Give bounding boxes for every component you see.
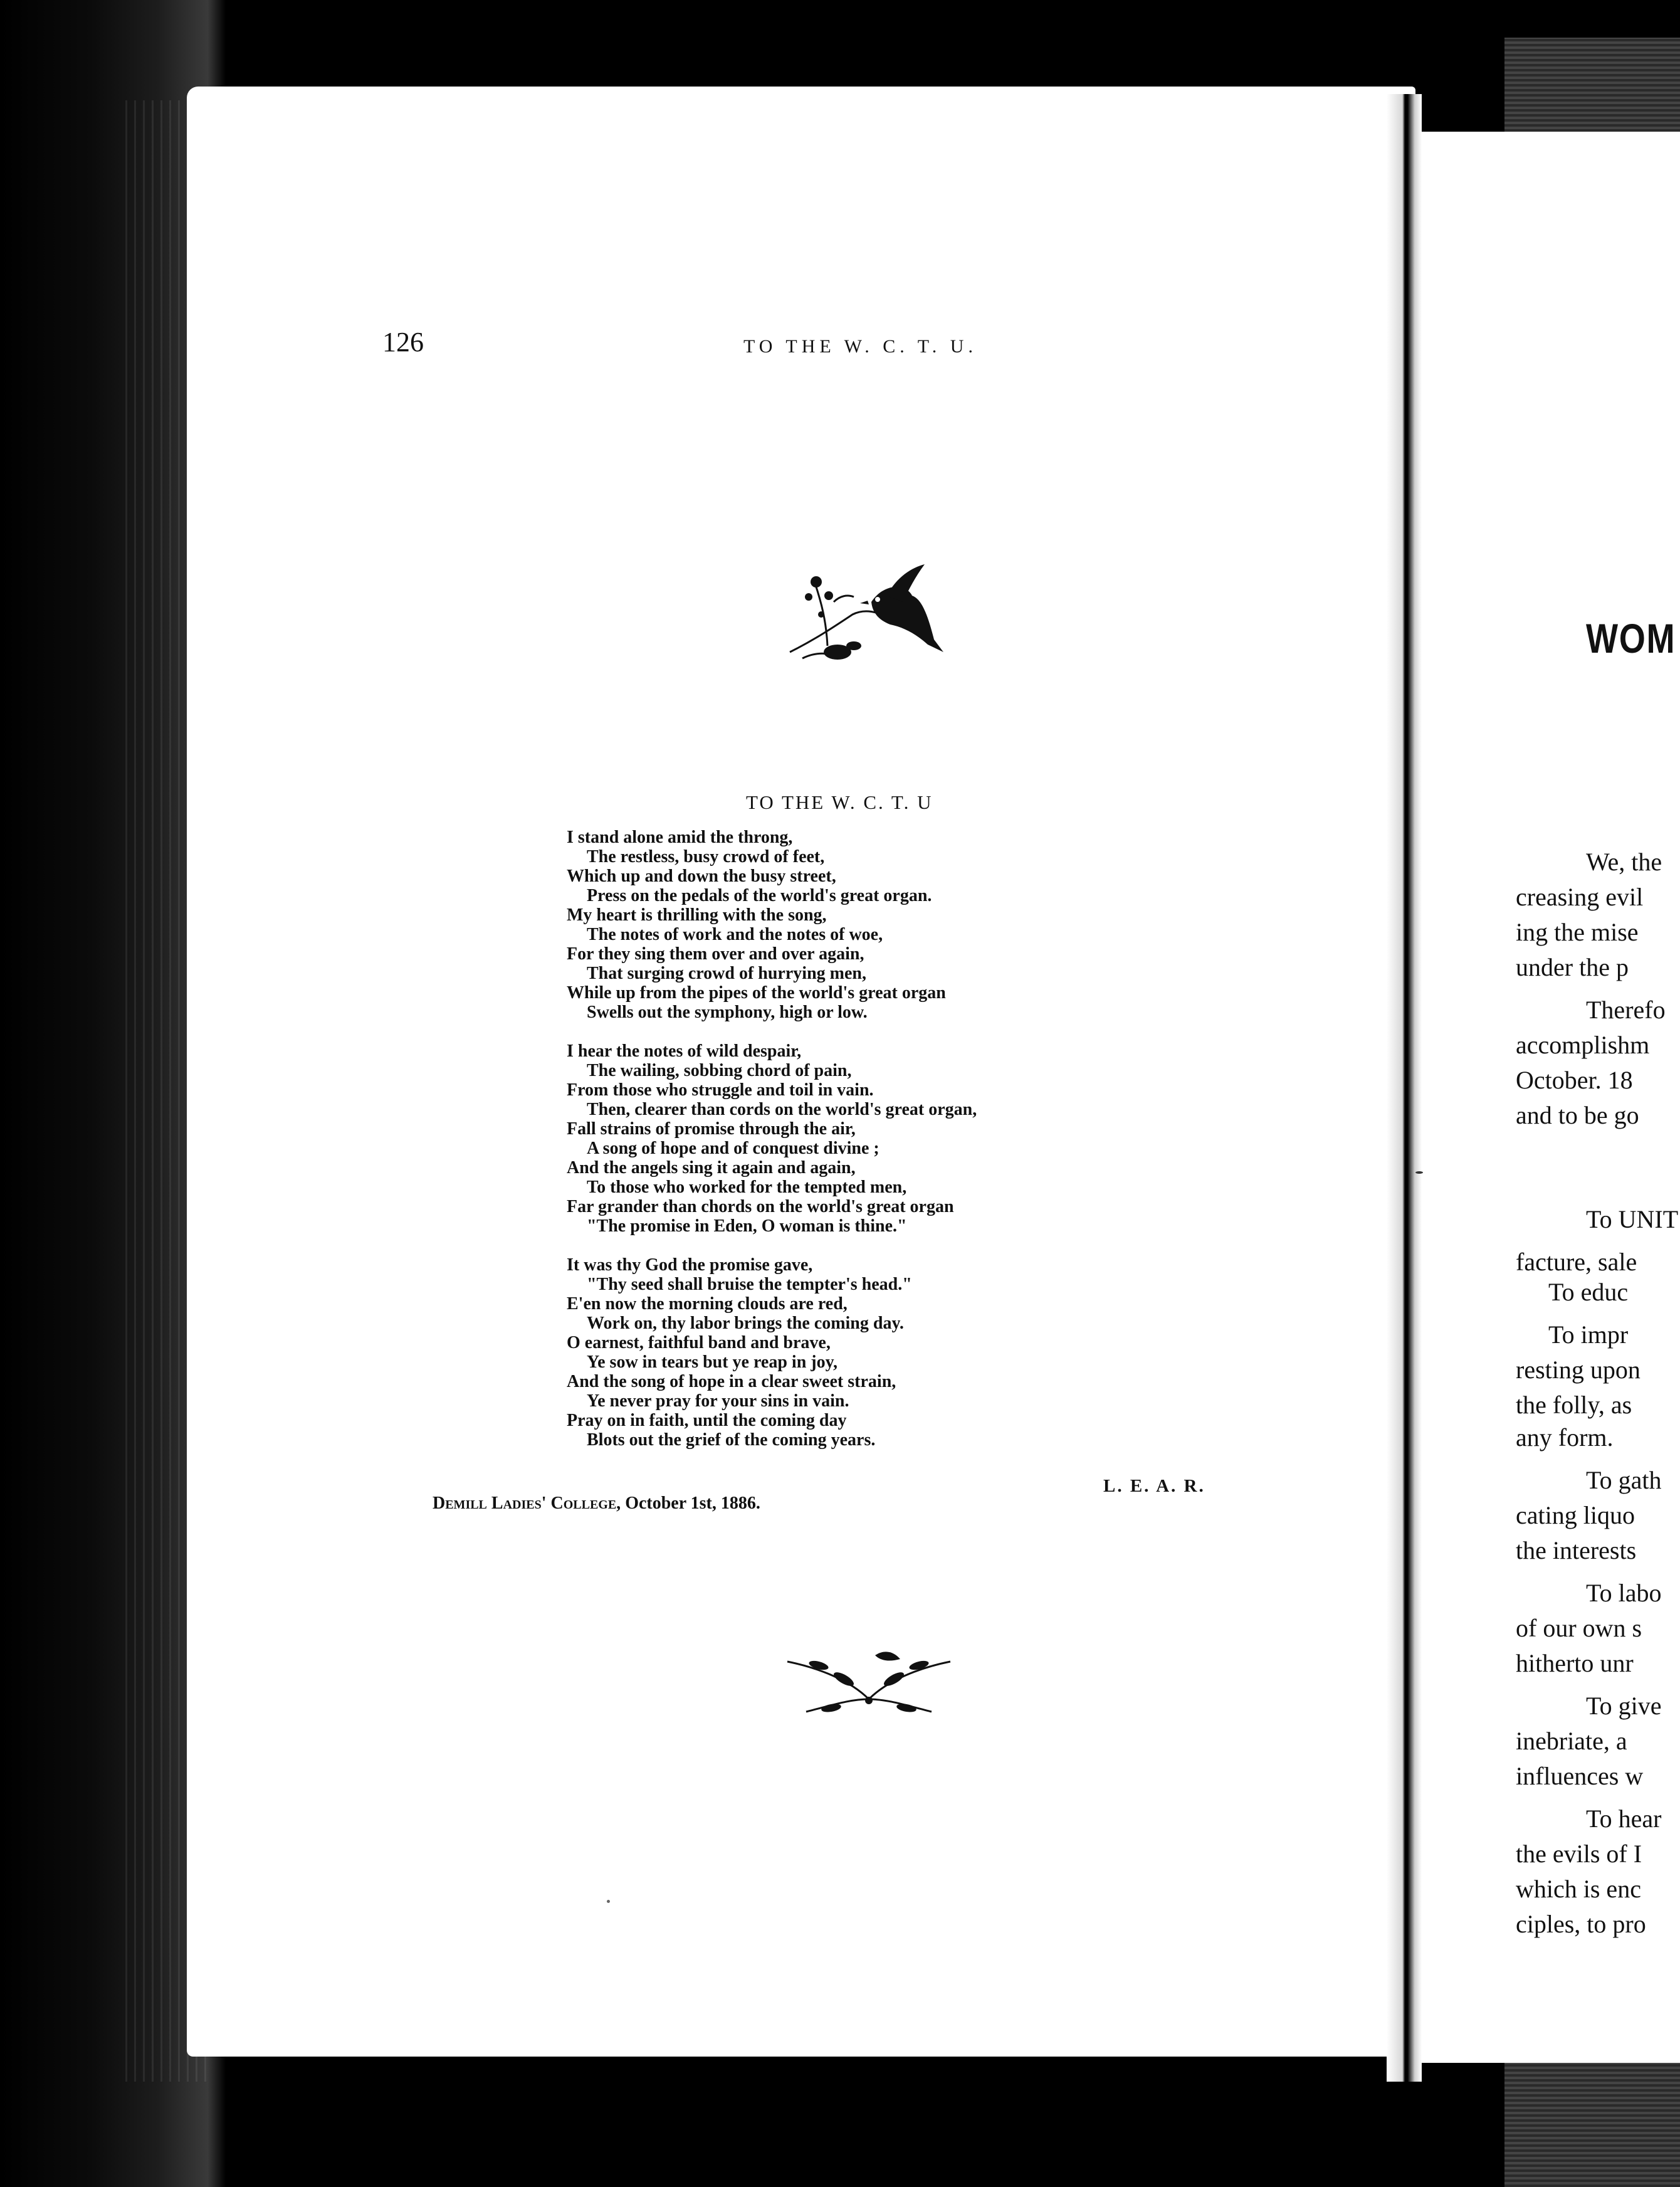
poem-line: To those who worked for the tempted men, bbox=[587, 1178, 907, 1197]
right-page-line: cating liquo bbox=[1516, 1501, 1635, 1529]
poem-line: I hear the notes of wild despair, bbox=[567, 1041, 802, 1061]
right-page-line: ing the mise bbox=[1516, 918, 1639, 946]
right-page-line: the folly, as bbox=[1516, 1391, 1632, 1419]
right-page-line: ciples, to pro bbox=[1516, 1910, 1646, 1938]
right-page-line: of our own s bbox=[1516, 1614, 1642, 1642]
poem-line: And the song of hope in a clear sweet strain, bbox=[567, 1372, 896, 1391]
right-page-line: We, the bbox=[1586, 848, 1662, 876]
poem-line: And the angels sing it again and again, bbox=[567, 1158, 856, 1178]
poem-line: Fall strains of promise through the air, bbox=[567, 1119, 856, 1139]
poem-line: O earnest, faithful band and brave, bbox=[567, 1333, 831, 1352]
scan-border-bottom bbox=[1504, 2063, 1680, 2187]
right-page-line: any form. bbox=[1516, 1423, 1614, 1452]
right-page-line: creasing evil bbox=[1516, 883, 1644, 911]
poem-line: Then, clearer than cords on the world's great organ, bbox=[587, 1100, 977, 1119]
poem-stanza bbox=[567, 1255, 1256, 1450]
poem-line: The wailing, sobbing chord of pain, bbox=[587, 1061, 852, 1080]
poem-line: Pray on in faith, until the coming day bbox=[567, 1411, 847, 1430]
poem-line: Ye sow in tears but ye reap in joy, bbox=[587, 1352, 838, 1372]
poem-stanza bbox=[567, 1041, 1256, 1236]
right-page-line: the interests bbox=[1516, 1536, 1637, 1564]
signature: L. E. A. R. bbox=[1103, 1476, 1205, 1496]
right-page-line: To educ bbox=[1548, 1278, 1629, 1306]
poem-line: Blots out the grief of the coming years. bbox=[587, 1430, 876, 1450]
poem-line: Swells out the symphony, high or low. bbox=[587, 1003, 868, 1022]
right-page-line: To gath bbox=[1586, 1466, 1662, 1494]
poem-line: I stand alone amid the throng, bbox=[567, 828, 793, 847]
right-page-line: To UNIT bbox=[1586, 1205, 1679, 1233]
poem-line: "The promise in Eden, O woman is thine." bbox=[587, 1216, 907, 1236]
page-number: 126 bbox=[382, 327, 424, 357]
right-page-line: influences w bbox=[1516, 1762, 1644, 1790]
book-gutter bbox=[1387, 94, 1422, 2082]
poem-line: The restless, busy crowd of feet, bbox=[587, 847, 825, 867]
dateline bbox=[433, 1494, 760, 1514]
right-page-line: To impr bbox=[1548, 1320, 1629, 1349]
right-page-line: and to be go bbox=[1516, 1101, 1639, 1129]
poem-line: "Thy seed shall bruise the tempter's head." bbox=[587, 1275, 912, 1294]
poem-line: While up from the pipes of the world's great organ bbox=[567, 983, 946, 1003]
poem-stanza bbox=[567, 828, 1256, 1022]
right-page-line: which is enc bbox=[1516, 1875, 1641, 1903]
right-page-line: resting upon bbox=[1516, 1356, 1641, 1384]
right-page-line: under the p bbox=[1516, 953, 1629, 981]
poem-line: It was thy God the promise gave, bbox=[567, 1255, 813, 1275]
poem-line: For they sing them over and over again, bbox=[567, 944, 864, 964]
dateline-institution: Demill Ladies' College, bbox=[433, 1494, 621, 1513]
poem-line: Far grander than chords on the world's great organ bbox=[567, 1197, 954, 1216]
leaf-vignette-icon bbox=[781, 1643, 957, 1737]
poem-line: Press on the pedals of the world's great organ. bbox=[587, 886, 932, 905]
right-page-line: To give bbox=[1586, 1692, 1662, 1720]
poem-line: E'en now the morning clouds are red, bbox=[567, 1294, 848, 1314]
dateline-date: October 1st, 1886. bbox=[625, 1494, 760, 1513]
right-page-line: hitherto unr bbox=[1516, 1649, 1634, 1677]
poem-line: Work on, thy labor brings the coming day. bbox=[587, 1314, 904, 1333]
right-page-line: accomplishm bbox=[1516, 1031, 1650, 1059]
poem-line: That surging crowd of hurrying men, bbox=[587, 964, 866, 983]
running-head: TO THE W. C. T. U. bbox=[743, 336, 977, 357]
poem-line: Which up and down the busy street, bbox=[567, 867, 836, 886]
right-page-line: facture, sale bbox=[1516, 1248, 1637, 1276]
right-page-line: the evils of I bbox=[1516, 1840, 1642, 1868]
right-page-line: Therefo bbox=[1586, 996, 1666, 1024]
right-page-line: To labo bbox=[1586, 1579, 1662, 1607]
poem-title: TO THE W. C. T. U bbox=[746, 791, 933, 813]
right-page-heading: WOM bbox=[1586, 615, 1676, 661]
right-page-line: To hear bbox=[1586, 1805, 1662, 1833]
bird-vignette-icon bbox=[777, 558, 953, 671]
poem-body bbox=[567, 828, 1256, 1469]
right-page-line: October. 18 bbox=[1516, 1066, 1633, 1094]
scan-border-top bbox=[1504, 38, 1680, 132]
speck bbox=[607, 1900, 610, 1903]
poem-line: The notes of work and the notes of woe, bbox=[587, 925, 883, 944]
speck bbox=[1415, 1171, 1423, 1174]
poem-line: From those who struggle and toil in vain. bbox=[567, 1080, 874, 1100]
poem-line: My heart is thrilling with the song, bbox=[567, 905, 827, 925]
poem-line: Ye never pray for your sins in vain. bbox=[587, 1391, 849, 1411]
poem-line: A song of hope and of conquest divine ; bbox=[587, 1139, 879, 1158]
right-page-line: inebriate, a bbox=[1516, 1727, 1627, 1755]
